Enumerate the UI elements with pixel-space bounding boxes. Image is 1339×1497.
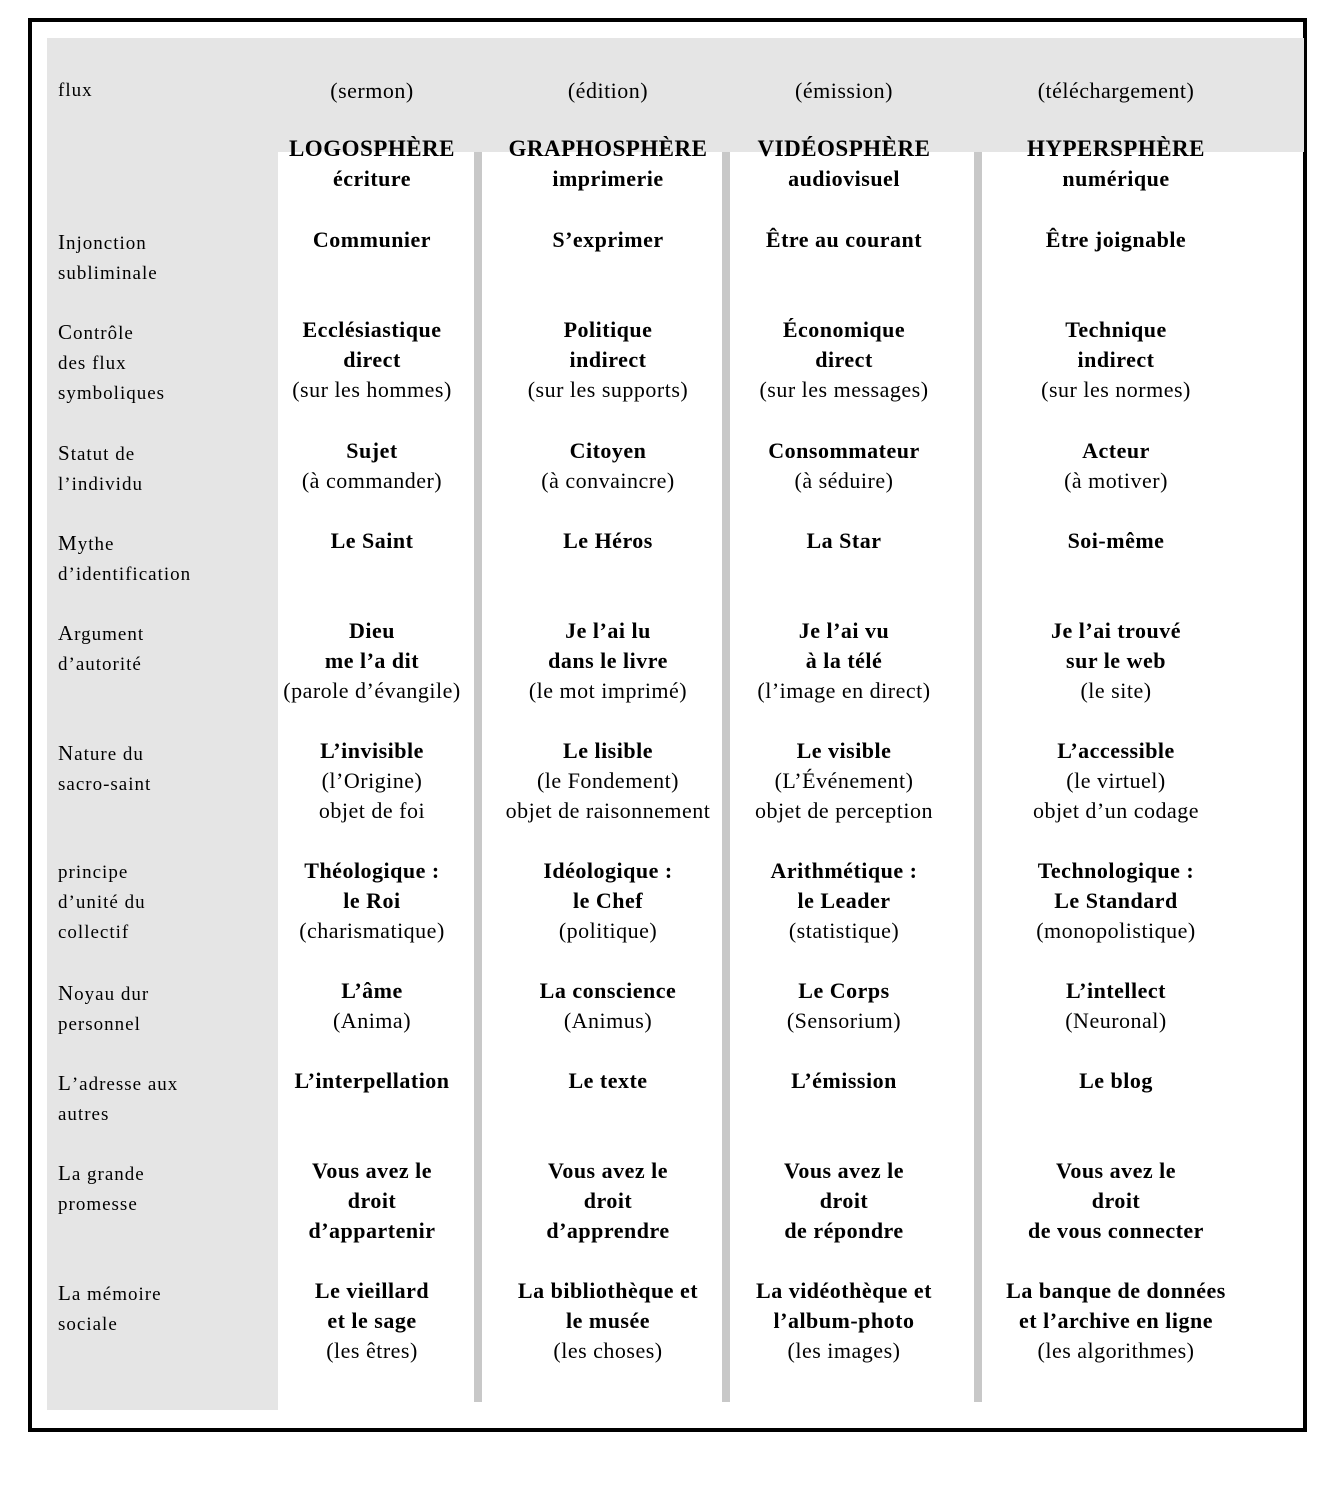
medium-name: imprimerie [552,166,664,191]
cell-plain-line: (les êtres) [326,1338,418,1363]
table-cell [488,1156,728,1246]
row-label-line: Argument [58,621,145,645]
sphere-name: HYPERSPHÈRE [1026,136,1206,161]
cell-bold-line: Économique [782,317,906,342]
cell-bold-line: et le sage [327,1308,417,1333]
cell-bold-line: Le Corps [798,978,890,1003]
table-cell [996,856,1236,946]
cell-bold-line: Politique [563,317,653,342]
cell-plain-line: (monopolistique) [1036,918,1196,943]
cell-bold-line: le Roi [343,888,401,913]
cell-bold-line: Vous avez le [311,1158,433,1183]
flux-value: (sermon) [330,78,414,103]
row-label-line: autres [58,1104,110,1125]
cell-bold-line: Le visible [796,738,892,763]
row-label-line: des flux [58,353,127,374]
row-label-line: d’identification [58,564,192,585]
cell-bold-line: Citoyen [569,438,647,463]
cell-plain-line: (l’image en direct) [757,678,931,703]
row-label-line: Injonction [58,230,147,254]
row-label [58,1158,145,1220]
cell-plain-line: (L’Événement) [774,768,914,793]
cell-bold-line: Je l’ai vu [798,618,890,643]
row-label [58,438,143,500]
cell-plain-line: (à séduire) [794,468,894,493]
cell-bold-line: Acteur [1082,438,1150,463]
cell-bold-line: Le lisible [563,738,653,763]
row-label-line: Mythe [58,531,115,555]
cell-bold-line: direct [343,347,401,372]
cell-bold-line: L’interpellation [294,1068,450,1093]
column-header [252,134,492,194]
row-label-line: La grande [58,1161,145,1185]
table-cell [488,736,728,826]
cell-bold-line: indirect [569,347,647,372]
row-label-line: Noyau dur [58,981,150,1005]
cell-bold-line: le Chef [572,888,644,913]
cell-bold-line: Sujet [346,438,398,463]
table-cell [488,315,728,405]
cell-bold-line: Soi-même [1067,528,1165,553]
row-label-line: d’unité du [58,892,146,913]
cell-bold-line: et l’archive en ligne [1019,1308,1213,1333]
cell-bold-line: le musée [565,1308,651,1333]
cell-bold-line: La conscience [539,978,677,1003]
cell-bold-line: Ecclésiastique [302,317,442,342]
cell-bold-line: de vous connecter [1028,1218,1204,1243]
table-cell [996,976,1236,1036]
row-label-line: Contrôle [58,320,134,344]
cell-bold-line: L’intellect [1066,978,1166,1003]
cell-bold-line: Arithmétique : [770,858,918,883]
cell-plain-line: objet de perception [754,798,934,823]
medium-name: numérique [1062,166,1170,191]
table-cell [252,616,492,706]
cell-bold-line: La bibliothèque et [517,1278,699,1303]
table-cell [724,526,964,556]
cell-bold-line: indirect [1077,347,1155,372]
table-cell [724,976,964,1036]
table-cell [252,526,492,556]
row-label-line: personnel [58,1014,141,1035]
row-label-line: sacro-saint [58,774,152,795]
medium-name: audiovisuel [788,166,900,191]
row-label [58,978,149,1040]
cell-bold-line: La banque de données [1006,1278,1226,1303]
cell-plain-line: (parole d’évangile) [283,678,461,703]
cell-bold-line: l’album-photo [773,1308,915,1333]
table-cell [488,225,728,255]
cell-bold-line: Technique [1065,317,1167,342]
cell-bold-line: S’exprimer [552,227,664,252]
sphere-name: VIDÉOSPHÈRE [757,136,931,161]
table-cell [996,1066,1236,1096]
table-cell [724,736,964,826]
table-cell [996,225,1236,255]
cell-plain-line: (les algorithmes) [1037,1338,1195,1363]
table-cell [724,856,964,946]
cell-plain-line: objet d’un codage [1032,798,1200,823]
table-cell [724,315,964,405]
cell-plain-line: (à convaincre) [541,468,675,493]
cell-bold-line: Le vieillard [314,1278,430,1303]
cell-bold-line: sur le web [1066,648,1166,673]
sphere-name: GRAPHOSPHÈRE [508,136,708,161]
cell-plain-line: (le Fondement) [536,768,680,793]
table-cell [252,976,492,1036]
cell-bold-line: Vous avez le [547,1158,669,1183]
table-cell [724,616,964,706]
cell-bold-line: La vidéothèque et [756,1278,932,1303]
cell-bold-line: Dieu [349,618,395,643]
table-cell [252,1276,492,1366]
table-cell [488,436,728,496]
row-label-line: symboliques [58,383,166,404]
cell-bold-line: Technologique : [1037,858,1195,883]
cell-plain-line: (à commander) [301,468,443,493]
table-cell [724,225,964,255]
cell-bold-line: Idéologique : [543,858,673,883]
row-label [58,858,146,948]
table-cell [724,1276,964,1366]
table-cell [996,736,1236,826]
cell-bold-line: d’apprendre [546,1218,670,1243]
cell-plain-line: (Neuronal) [1065,1008,1167,1033]
row-label-line: principe [58,862,129,883]
cell-plain-line: (sur les supports) [527,377,689,402]
cell-plain-line: (les images) [787,1338,901,1363]
sphere-name: LOGOSPHÈRE [288,136,456,161]
cell-bold-line: Être au courant [765,227,923,252]
cell-plain-line: (Anima) [332,1008,412,1033]
cell-plain-line: (l’Origine) [321,768,423,793]
table-cell [488,526,728,556]
cell-bold-line: Le texte [568,1068,648,1093]
medium-name: écriture [332,166,412,191]
row-label [58,1068,178,1130]
cell-plain-line: (Animus) [563,1008,653,1033]
cell-plain-line: (le virtuel) [1066,768,1166,793]
cell-plain-line: (charismatique) [299,918,445,943]
cell-bold-line: Je l’ai trouvé [1050,618,1181,643]
row-label-line: d’autorité [58,654,142,675]
cell-bold-line: droit [819,1188,869,1213]
cell-plain-line: (statistique) [788,918,900,943]
table-cell [252,1156,492,1246]
cell-plain-line: (à motiver) [1064,468,1168,493]
cell-bold-line: Le Saint [330,528,414,553]
cell-bold-line: me l’a dit [324,648,420,673]
row-label [58,618,144,680]
cell-bold-line: droit [347,1188,397,1213]
flux-value: (téléchargement) [1037,78,1195,103]
row-label [58,738,151,800]
row-label [58,317,165,409]
table-cell [488,976,728,1036]
column-header [488,134,728,194]
row-label-line: collectif [58,922,130,943]
row-label [58,528,191,590]
table-cell [996,436,1236,496]
cell-bold-line: droit [583,1188,633,1213]
row-label-line: La mémoire [58,1281,162,1305]
cell-bold-line: Le Héros [563,528,653,553]
table-cell [252,1066,492,1096]
table-cell [996,315,1236,405]
flux-value: (émission) [795,78,893,103]
cell-bold-line: L’âme [341,978,403,1003]
cell-bold-line: L’accessible [1057,738,1175,763]
cell-plain-line: (le site) [1080,678,1152,703]
cell-bold-line: Le blog [1079,1068,1153,1093]
table-cell [252,856,492,946]
cell-bold-line: d’appartenir [308,1218,436,1243]
cell-plain-line: (les choses) [553,1338,663,1363]
table-cell [996,1276,1236,1366]
cell-plain-line: (politique) [558,918,658,943]
cell-bold-line: Vous avez le [783,1158,905,1183]
column-header [996,134,1236,194]
cell-plain-line: (sur les messages) [759,377,929,402]
table-cell [724,1066,964,1096]
cell-bold-line: Être joignable [1045,227,1187,252]
cell-plain-line: (sur les hommes) [292,377,452,402]
table-cell [252,736,492,826]
cell-bold-line: Théologique : [304,858,440,883]
cell-bold-line: de répondre [784,1218,904,1243]
cell-plain-line: (Sensorium) [786,1008,902,1033]
cell-bold-line: Consommateur [768,438,920,463]
cell-bold-line: Le Standard [1054,888,1178,913]
cell-bold-line: droit [1091,1188,1141,1213]
table-cell [252,315,492,405]
row-label-line: l’individu [58,474,143,495]
cell-bold-line: La Star [806,528,882,553]
row-label-line: promesse [58,1194,138,1215]
cell-bold-line: L’invisible [320,738,424,763]
row-label-line: Statut de [58,441,136,465]
table-cell [724,436,964,496]
table-cell [488,856,728,946]
row-label [58,227,158,289]
table-cell [252,436,492,496]
column-header [724,134,964,194]
cell-bold-line: Vous avez le [1055,1158,1177,1183]
cell-plain-line: (sur les normes) [1041,377,1191,402]
table-cell [488,1276,728,1366]
cell-bold-line: direct [815,347,873,372]
cell-plain-line: (le mot imprimé) [528,678,688,703]
cell-bold-line: le Leader [797,888,891,913]
table-cell [252,225,492,255]
table-cell [724,1156,964,1246]
cell-bold-line: dans le livre [548,648,668,673]
cell-bold-line: Je l’ai lu [565,618,651,643]
table-cell [996,1156,1236,1246]
table-cell [996,526,1236,556]
table-cell [488,616,728,706]
cell-bold-line: L’émission [791,1068,897,1093]
cell-bold-line: Communier [312,227,432,252]
column-separator [974,152,982,1402]
cell-bold-line: à la télé [805,648,883,673]
row-label-line: L’adresse aux [58,1071,179,1095]
row-label-line: Nature du [58,741,144,765]
row-label-line: subliminale [58,263,158,284]
table-cell [488,1066,728,1096]
flux-label: flux [58,80,93,101]
cell-plain-line: objet de raisonnement [505,798,711,823]
flux-value: (édition) [567,78,649,103]
table-cell [996,616,1236,706]
row-label [58,1278,162,1340]
row-label-line: sociale [58,1314,118,1335]
cell-plain-line: objet de foi [318,798,426,823]
